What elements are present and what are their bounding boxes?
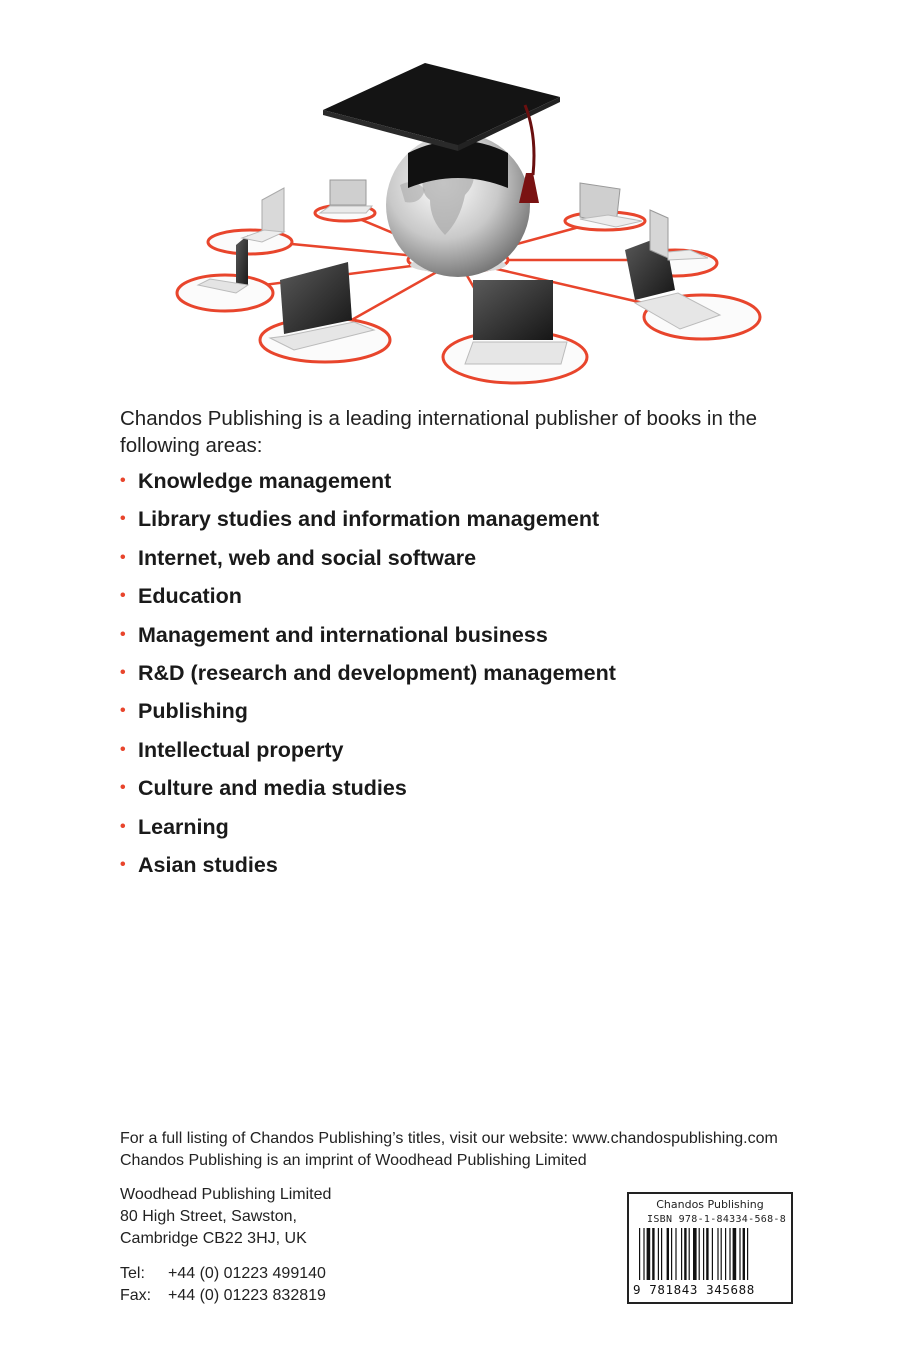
intro-line-1: Chandos Publishing is a leading international publisher of books in the <box>120 407 758 430</box>
list-item: • Education <box>120 577 616 615</box>
list-item: • Intellectual property <box>120 731 616 769</box>
list-item: • Culture and media studies <box>120 769 616 807</box>
bullet-icon: • <box>120 472 126 489</box>
contact-details <box>120 1263 326 1307</box>
bullet-icon: • <box>120 510 126 528</box>
tel-label: Tel: <box>120 1265 145 1282</box>
isbn-barcode <box>627 1192 793 1304</box>
bullet-icon: • <box>120 702 126 720</box>
fax-label: Fax: <box>120 1287 152 1304</box>
fax-value: +44 (0) 01223 832819 <box>168 1287 326 1304</box>
intro-line-2: following areas: <box>120 434 263 457</box>
barcode-bars <box>635 1228 785 1284</box>
address-line-3: Cambridge CB22 3HJ, UK <box>120 1230 307 1247</box>
subject-areas-list <box>120 462 616 884</box>
telephone-row <box>120 1263 326 1285</box>
imprint-text: Chandos Publishing is an imprint of Woodhead Publishing Limited <box>120 1152 587 1169</box>
bullet-icon: • <box>120 548 126 566</box>
bullet-icon: • <box>120 625 126 643</box>
bullet-icon: • <box>120 587 126 605</box>
bullet-icon: • <box>120 817 126 835</box>
list-item: • Internet, web and social software <box>120 539 616 577</box>
address-line-1: Woodhead Publishing Limited <box>120 1186 332 1203</box>
barcode-publisher: Chandos Publishing <box>656 1198 764 1211</box>
website-listing-text: For a full listing of Chandos Publishing’s titles, visit our website: www.chandospublishing.com <box>120 1130 778 1147</box>
network-illustration <box>140 45 780 395</box>
fax-row <box>120 1285 326 1307</box>
barcode-digits: 9 781843 345688 <box>633 1282 755 1297</box>
bullet-icon: • <box>120 740 126 758</box>
list-item: • Learning <box>120 808 616 846</box>
barcode-isbn: ISBN 978-1-84334-568-8 <box>647 1214 787 1225</box>
bullet-icon: • <box>120 779 126 797</box>
tel-value: +44 (0) 01223 499140 <box>168 1265 326 1282</box>
list-item: • Publishing <box>120 692 616 730</box>
list-item: • Asian studies <box>120 846 616 884</box>
list-item: • Library studies and information management <box>120 500 616 538</box>
list-item: • R&D (research and development) management <box>120 654 616 692</box>
bullet-icon: • <box>120 663 126 681</box>
intro-paragraph <box>120 405 820 459</box>
address-line-2: 80 High Street, Sawston, <box>120 1208 297 1225</box>
list-item: • Management and international business <box>120 616 616 654</box>
bullet-icon: • <box>120 855 126 873</box>
publisher-address <box>120 1184 331 1250</box>
list-item: • Knowledge management <box>120 462 616 500</box>
